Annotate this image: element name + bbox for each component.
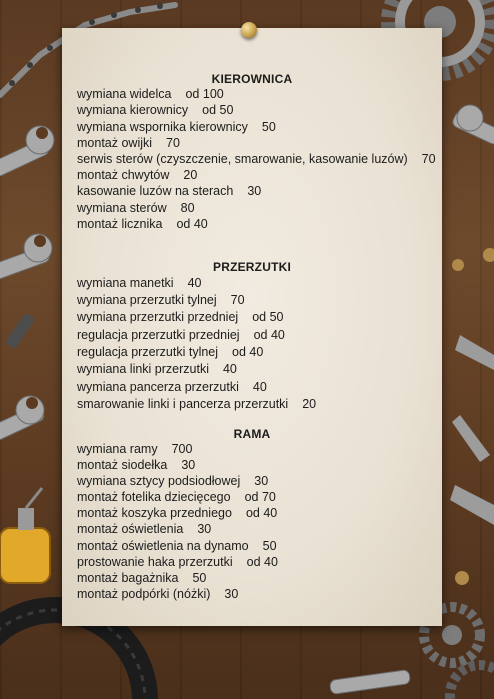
oil-bottle-icon <box>0 488 50 583</box>
list-item: montaż bagażnika 50 <box>77 571 207 585</box>
list-item: regulacja przerzutki tylnej od 40 <box>77 345 264 359</box>
section-title-rama: RAMA <box>233 427 271 441</box>
list-item: montaż licznika od 40 <box>77 217 208 231</box>
list-item: montaż siodełka 30 <box>77 458 196 472</box>
list-item: wymiana kierownicy od 50 <box>77 103 234 117</box>
list-item: wymiana sztycy podsiodłowej 30 <box>77 474 269 488</box>
pushpin-icon <box>241 22 257 38</box>
wrench-bottom-icon <box>329 670 410 695</box>
list-item: wymiana pancerza przerzutki 40 <box>77 380 267 394</box>
list-item: montaż koszyka przedniego od 40 <box>77 506 278 520</box>
list-item: wymiana wspornika kierownicy 50 <box>77 120 276 134</box>
list-item: wymiana manetki 40 <box>77 276 202 290</box>
list-item: montaż oświetlenia na dynamo 50 <box>77 539 277 553</box>
list-item: wymiana widelca od 100 <box>77 87 224 101</box>
list-item: wymiana przerzutki tylnej 70 <box>77 293 245 307</box>
list-item: wymiana ramy 700 <box>77 442 193 456</box>
list-item: wymiana linki przerzutki 40 <box>77 362 237 376</box>
section-title-kierownica: KIEROWNICA <box>211 72 293 86</box>
list-item: wymiana sterów 80 <box>77 201 195 215</box>
wrench-icon <box>0 126 54 442</box>
list-item: montaż podpórki (nóżki) 30 <box>77 587 239 601</box>
list-item: wymiana przerzutki przedniej od 50 <box>77 310 284 324</box>
wrench-right-icon <box>451 105 494 146</box>
list-item: smarowanie linki i pancerza przerzutki 20 <box>77 397 317 411</box>
section-title-przerzutki: PRZERZUTKI <box>213 260 291 274</box>
pliers-icon <box>450 335 494 525</box>
list-item: serwis sterów (czyszczenie, smarowanie, kasowanie luzów) 70 <box>77 152 436 166</box>
list-item: montaż oświetlenia 30 <box>77 522 212 536</box>
list-item: prostowanie haka przerzutki od 40 <box>77 555 278 569</box>
list-item: montaż chwytów 20 <box>77 168 198 182</box>
list-item: montaż fotelika dziecięcego od 70 <box>77 490 276 504</box>
screwdriver-bit-icon <box>5 313 35 349</box>
price-list-paper <box>62 28 442 626</box>
list-item: montaż owijki 70 <box>77 136 180 150</box>
list-item: regulacja przerzutki przedniej od 40 <box>77 328 285 342</box>
list-item: kasowanie luzów na sterach 30 <box>77 184 262 198</box>
